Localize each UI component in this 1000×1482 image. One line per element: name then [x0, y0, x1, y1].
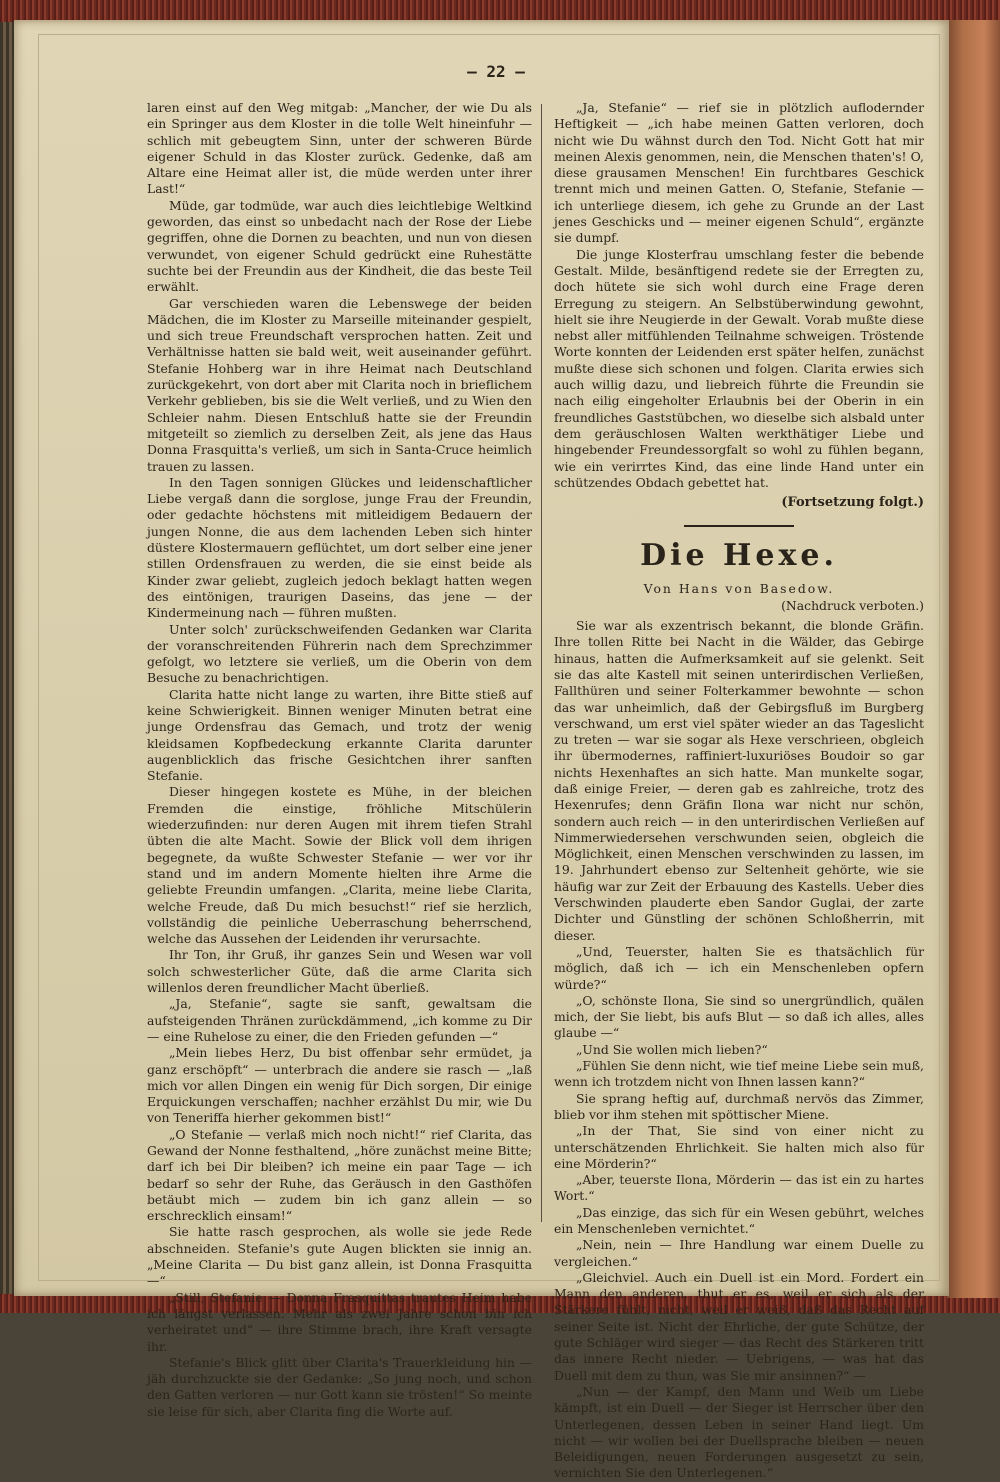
paragraph: Unter solch' zurückschweifenden Gedanken war Clarita der voranschreitenden Führerin nach dem Sprechzimmer gefolgt, wo letztere sie verließ, um die Oberin von dem Besuche zu benachrichtigen. — [147, 621, 532, 686]
story-byline: Von Hans von Basedow. — [643, 581, 835, 597]
right-column — [554, 100, 924, 1482]
story-title: Die Hexe. — [640, 538, 838, 574]
left-column — [147, 100, 532, 1420]
paragraph: Sie sprang heftig auf, durchmaß nervös das Zimmer, blieb vor ihm stehen mit spöttischer Miene. — [554, 1090, 924, 1122]
paragraph: „Mein liebes Herz, Du bist offenbar sehr ermüdet, ja ganz erschöpft“ — unterbrach die andere sie rasch — „laß mich vor allen Dingen ein wenig für Dich sorgen, Dir einige Erquickungen verschaffen; nachher erzählst Du mir, wie Du von Teneriffa hierher gekommen bist!“ — [147, 1045, 532, 1126]
paragraph: In den Tagen sonnigen Glückes und leidenschaftlicher Liebe vergaß dann die sorglose, junge Frau der Freundin, oder gedachte höchstens mit mitleidigem Bedauern der jungen Nonne, die aus dem lachenden Leben sich hinter düstere Klostermauern geflüchtet, um dort selber eine jener stillen Ordensfrauen zu werden, die sie einst beide als Kinder zwar geliebt, zugleich jedoch beklagt hatten wegen des eintönigen, traurigen Daseins, das jene — der Kindermeinung nach — führen mußten. — [147, 474, 532, 621]
paragraph: „In der That, Sie sind von einer nicht zu unterschätzenden Ehrlichkeit. Sie halten mich also für eine Mörderin?“ — [554, 1123, 924, 1171]
page-edge-right — [947, 20, 1000, 1298]
paragraph: „Still, Stefanie — Donna Frasquittas trautes Heim habe ich längst verlassen. Mehr als zwei Jahre schon bin ich verheiratet und“ — ihre Stimme brach, ihre Kraft versagte ihr. — [147, 1289, 532, 1354]
book-binding-left — [0, 0, 14, 1313]
paragraph: „Ja, Stefanie“ — rief sie in plötzlich auflodernder Heftigkeit — „ich habe meinen Gatten verloren, doch nicht wie Du wähnst durch den Tod. Nicht Gott hat mir meinen Alexis genommen, nein, die Menschen thaten's! O, diese grausamen Menschen! Ein furchtbares Geschick trennt mich und meinen Gatten. O, Stefanie, Stefanie — ich unterliege diesem, ich gehe zu Grunde an der Last jenes Geschicks und — meiner eigenen Schuld“, ergänzte sie dumpf. — [554, 100, 924, 246]
paragraph: Sie war als exzentrisch bekannt, die blonde Gräfin. Ihre tollen Ritte bei Nacht in die Wälder, das Gebirge hinaus, hatten die Aufmerksamkeit auf sie gelenkt. Seit sie das alte Kastell mit seinen unterirdischen Verließen, Fallthüren und seiner Folterkammer bewohnte — schon das war unheimlich, daß der Gebirgsfluß im Burgberg verschwand, um erst viel später wieder an das Tageslicht zu treten — war sie sogar als Hexe verschrieen, obgleich ihr übermodernes, raffiniert-luxuriöses Boudoir so gar nichts Hexenhaftes an sich hatte. Man munkelte sogar, daß einige Freier, — deren gab es zahlreiche, trotz des Hexenrufes; denn Gräfin Ilona war nicht nur schön, sondern auch reich — in den unterirdischen Verließen auf Nimmerwiedersehen verschwunden seien, obgleich die Möglichkeit, einen Menschen verschwinden zu lassen, im 19. Jahrhundert ebenso zur Seltenheit gehörte, wie sie häufig war zur Zeit der Erbauung des Kastells. Ueber dies Verschwinden plauderte eben Sandor Guglai, der zarte Dichter und Günstling der schönen Schloßherrin, mit dieser. — [554, 618, 924, 943]
paragraph: Ihr Ton, ihr Gruß, ihr ganzes Sein und Wesen war voll solch schwesterlicher Güte, daß die arme Clarita sich willenlos deren freundlicher Macht überließ. — [147, 947, 532, 996]
paragraph: „Nein, nein — Ihre Handlung war einem Duelle zu vergleichen.“ — [554, 1237, 924, 1269]
column-divider — [541, 104, 542, 1222]
paragraph: „Nun — der Kampf, den Mann und Weib um Liebe kämpft, ist ein Duell — der Sieger ist Herrscher über den Unterlegenen, dessen Leben in seiner Hand liegt. Um nicht — wir wollen bei der Duellsprache bleiben — neuen Beleidigungen, neuen Forderungen ausgesetzt zu sein, vernichten Sie den Unterlegenen.“ — [554, 1383, 924, 1481]
section-rule — [684, 525, 794, 527]
paragraph: „O Stefanie — verlaß mich noch nicht!“ rief Clarita, das Gewand der Nonne festhaltend, „höre zunächst meine Bitte; darf ich bei Dir bleiben? ich meine ein paar Tage — ich bedarf so sehr der Ruhe, das Geräusch in den Gasthöfen betäubt mich — zudem bin ich ganz allein — so erschrecklich einsam!“ — [147, 1126, 532, 1224]
paragraph: Stefanie's Blick glitt über Clarita's Trauerkleidung hin — jäh durchzuckte sie der Gedanke: „So jung noch, und schon den Gatten verloren — nur Gott kann sie trösten!“ So meinte sie leise für sich, aber Clarita fing die Worte auf. — [147, 1354, 532, 1419]
page-number: — 22 — — [467, 62, 525, 81]
paragraph: Gar verschieden waren die Lebenswege der beiden Mädchen, die im Kloster zu Marseille miteinander gespielt, und sich treue Freundschaft versprochen hatten. Zeit und Verhältnisse hatten sie bald weit, weit auseinander geführt. Stefanie Hohberg war in ihre Heimat nach Deutschland zurückgekehrt, von dort aber mit Clarita noch in brieflichem Verkehr geblieben, bis sie die Welt verließ, und zu Wien den Schleier nahm. Diesen Entschluß hatte sie der Freundin mitgeteilt so ziemlich zu derselben Zeit, als jene das Haus Donna Frasquitta's verließ, um sich in Santa-Cruce heimlich trauen zu lassen. — [147, 295, 532, 474]
paragraph: „Und Sie wollen mich lieben?“ — [576, 1041, 768, 1057]
paragraph: „Gleichviel. Auch ein Duell ist ein Mord. Fordert ein Mann den anderen, thut er es, weil er sich als der Stärkere fühlt, nicht, weil er weiß, daß das Recht auf seiner Seite ist. Nicht der Ehrliche, der gute Schütze, der gute Schläger wird sieger — das Recht des Stärkeren tritt das innere Recht nieder. — Uebrigens, — was hat das Duell mit dem zu thun, was Sie mir ansinnen?“ — — [554, 1269, 924, 1383]
continued-notice: (Fortsetzung folgt.) — [781, 495, 924, 511]
paragraph: laren einst auf den Weg mitgab: „Mancher, der wie Du als ein Springer aus dem Kloster in die tolle Welt hineinfuhr — schlich mit gebeugtem Sinn, unter der schweren Bürde eigener Schuld in das Kloster zurück. Gedenke, daß am Altare eine Heimat aller ist, die müde werden unter ihrer Last!“ — [147, 100, 532, 197]
paragraph: Dieser hingegen kostete es Mühe, in der bleichen Fremden die einstige, fröhliche Mitschülerin wiederzufinden: nur deren Augen mit ihrem tiefen Strahl übten die alte Macht. Sowie der Blick voll dem ihrigen begegnete, da wußte Schwester Stefanie — wer vor ihr stand und im andern Momente hielten ihre Arme die geliebte Freundin umfangen. „Clarita, meine liebe Clarita, welche Freude, daß Du mich besuchst!“ rief sie herzlich, vollständig die peinliche Ueberraschung beherrschend, welche das Aussehen der Leidenden ihr verursachte. — [147, 784, 532, 947]
paragraph: Sie hatte rasch gesprochen, als wolle sie jede Rede abschneiden. Stefanie's gute Augen blickten sie innig an. „Meine Clarita — Du bist ganz allein, ist Donna Frasquitta —“ — [147, 1224, 532, 1289]
paragraph: „Aber, teuerste Ilona, Mörderin — das ist ein zu hartes Wort.“ — [554, 1172, 924, 1204]
paragraph: „Und, Teuerster, halten Sie es thatsächlich für möglich, daß ich — ich ein Menschenleben opfern würde?“ — [554, 943, 924, 992]
paragraph: „Fühlen Sie denn nicht, wie tief meine Liebe sein muß, wenn ich trotzdem nicht von Ihnen lassen kann?“ — [554, 1058, 924, 1090]
paragraph: Die junge Klosterfrau umschlang fester die bebende Gestalt. Milde, besänftigend redete sie der Erregten zu, doch hütete sie sich wohl durch eine Frage deren Erregung zu steigern. An Selbstüberwindung gewohnt, hielt sie ihre Neugierde in der Gewalt. Vorab mußte diese nebst aller mitfühlenden Teilnahme schweigen. Tröstende Worte konnten der Leidenden erst später helfen, zunächst mußte diese sich schonen und folgen. Clarita erwies sich auch willig dazu, und liebreich führte die Freundin sie nach eilig eingeholter Erlaubnis bei der Oberin in ein freundliches Gaststübchen, wo dieselbe sich alsbald unter dem geräuschlosen Walten werkthätiger Liebe und hingebender Freundessorgfalt so wohl zu fühlen begann, wie ein verirrtes Kind, das eine linde Hand unter ein schützendes Obdach gebettet hat. — [554, 246, 924, 490]
paragraph: „O, schönste Ilona, Sie sind so unergründlich, quälen mich, der Sie liebt, bis aufs Blut — so daß ich alles, alles glaube —“ — [554, 992, 924, 1041]
reprint-notice: (Nachdruck verboten.) — [781, 597, 924, 613]
paragraph: Müde, gar todmüde, war auch dies leichtlebige Weltkind geworden, das einst so unbedacht nach der Rose der Liebe gegriffen, ohne die Dornen zu beachten, und nun von diesen verwundet, von eigener Schuld gedrückt eine Ruhestätte suchte bei der Freundin aus der Kindheit, die das beste Teil erwählt. — [147, 197, 532, 295]
paragraph: „Ja, Stefanie“, sagte sie sanft, gewaltsam die aufsteigenden Thränen zurückdämmend, „ich komme zu Dir — eine Ruhelose zu einer, die den Frieden gefunden —“ — [147, 996, 532, 1044]
book-binding-top — [0, 0, 1000, 22]
paragraph: „Das einzige, das sich für ein Wesen gebührt, welches ein Menschenleben vernichtet.“ — [554, 1204, 924, 1236]
paragraph: Clarita hatte nicht lange zu warten, ihre Bitte stieß auf keine Schwierigkeit. Binnen weniger Minuten betrat eine junge Ordensfrau das Gemach, und trotz der wenig kleidsamen Kopfbedeckung erkannte Clarita darunter augenblicklich das frische Gesichtchen ihrer sanften Stefanie. — [147, 686, 532, 784]
